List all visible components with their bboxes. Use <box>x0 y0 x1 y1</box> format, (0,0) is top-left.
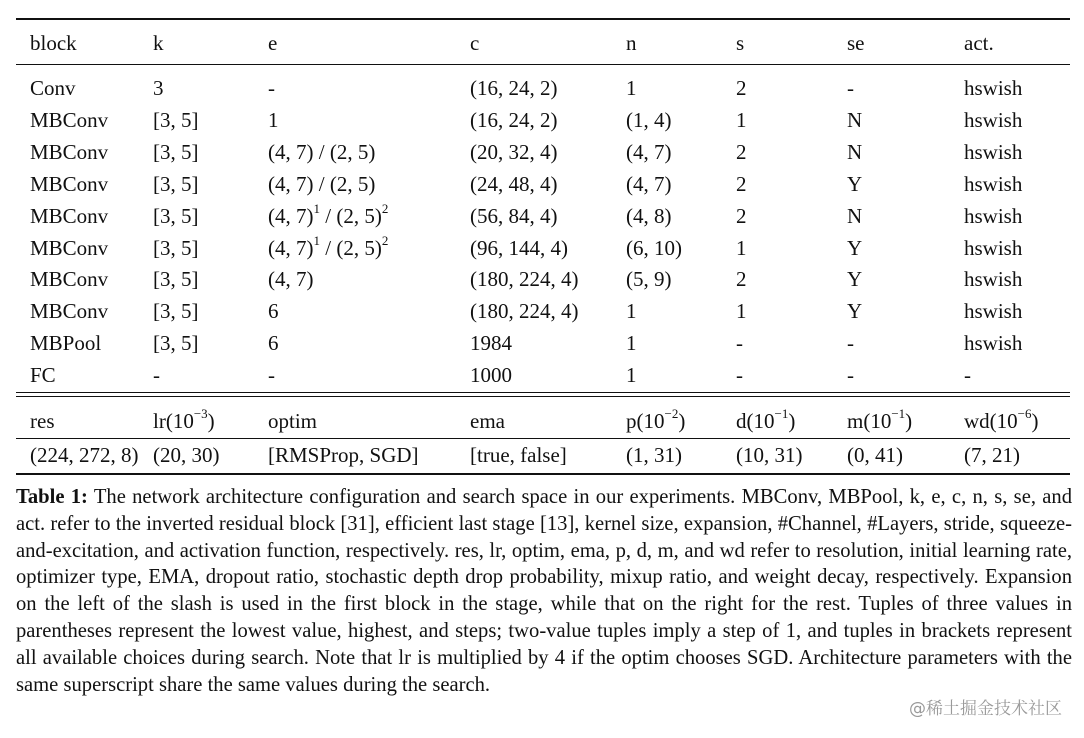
cell-block: MBConv <box>30 235 109 260</box>
double-rule-lower <box>16 396 1070 397</box>
cell-act: hswish <box>964 76 1023 100</box>
cell-n: 1 <box>626 76 637 100</box>
header-wd: $wd(10^{-6})$ <box>964 406 1039 433</box>
cell-se: N <box>847 107 863 132</box>
cell-s: 1 <box>736 107 747 132</box>
cell-block: MBConv <box>30 267 109 292</box>
cell-e: 1 <box>268 107 279 132</box>
cell-k: 3 <box>153 76 164 100</box>
cell-act: hswish <box>964 203 1023 228</box>
header-c: c <box>470 31 480 55</box>
header-se: se <box>847 31 865 55</box>
cell-e-part: / (2, 5) <box>320 203 382 228</box>
cell-s: 1 <box>736 235 747 260</box>
cell-act: hswish <box>964 299 1023 324</box>
cell-act: hswish <box>964 331 1023 356</box>
cell-k: [3, 5] <box>153 139 199 164</box>
cell-e-part: / (2, 5) <box>320 235 382 260</box>
cell-e-part: (4, 7) <box>268 235 314 260</box>
caption-text: The network architecture configuration and search space in our experiments. MBConv, MBPool, k, e, c, n, s, se, and act. refer to the inverted residual block [31], efficient last stage [13], kernel size, expansion, #Channel, #Layers, stride, squeeze-and-excitation, and activation function, respectively. res, lr, optim, ema, p, d, m, and wd refer to resolution, initial learning rate, optimizer type, EMA, dropout ratio, stochastic depth drop probability, mixup ratio, and weight decay, respectively. Expansion on the left of the slash is used in the first block in the stage, while that on the right for the rest. Tuples of three values in parentheses represent the lowest value, highest, and steps; two-value tuples imply a step of 1, and tuples in brackets represent all available choices during search. Note that lr is multiplied by 4 if the optim chooses SGD. Architecture parameters with the same superscript share the same values during the search. <box>16 486 1073 696</box>
arch-header-row <box>0 28 1084 58</box>
cell-c: 1984 <box>470 331 512 356</box>
cell-block: MBConv <box>30 171 109 196</box>
cell-s: - <box>736 363 743 388</box>
cell-e <box>268 201 388 231</box>
header-res: res <box>30 409 55 433</box>
cell-s: - <box>736 331 743 356</box>
cell-k: [3, 5] <box>153 331 199 356</box>
superscript: 2 <box>381 200 389 216</box>
table-row <box>0 137 1084 167</box>
header-n: n <box>626 31 637 55</box>
cell-k: [3, 5] <box>153 235 199 260</box>
cell-k: [3, 5] <box>153 299 199 324</box>
cell-n: 1 <box>626 331 637 356</box>
cell-n: (4, 7) <box>626 139 672 164</box>
cell-k: [3, 5] <box>153 203 199 228</box>
header-e: e <box>268 31 278 55</box>
cell-act: hswish <box>964 235 1023 260</box>
cell-e: - <box>268 363 275 388</box>
cell-s: 2 <box>736 139 747 164</box>
cell-block: Conv <box>30 76 76 100</box>
cell-n: (5, 9) <box>626 267 672 292</box>
cell-se: Y <box>847 171 863 196</box>
header-k: k <box>153 31 164 55</box>
cell-n: 1 <box>626 363 637 388</box>
caption-label: Table 1: <box>16 486 88 508</box>
table-bottom-rule <box>16 473 1070 475</box>
value-lr: (20, 30) <box>153 443 220 467</box>
table-row <box>0 360 1084 390</box>
header-s: s <box>736 31 745 55</box>
cell-block: MBPool <box>30 331 102 356</box>
table-row <box>0 169 1084 199</box>
cell-act: hswish <box>964 267 1023 292</box>
cell-e: (4, 7) / (2, 5) <box>268 171 376 196</box>
cell-k: [3, 5] <box>153 267 199 292</box>
header-p: $p(10^{-2})$ <box>626 406 686 433</box>
table-row <box>0 201 1084 231</box>
cell-act: hswish <box>964 171 1023 196</box>
header-rule <box>16 64 1070 65</box>
cell-se: - <box>847 331 854 356</box>
cell-n: (4, 7) <box>626 171 672 196</box>
cell-c: (180, 224, 4) <box>470 299 579 324</box>
cell-e: 6 <box>268 299 279 324</box>
cell-act: - <box>964 363 971 388</box>
value-p: (1, 31) <box>626 443 682 467</box>
cell-se: Y <box>847 267 863 292</box>
cell-e: (4, 7) / (2, 5) <box>268 139 376 164</box>
table-row <box>0 73 1084 103</box>
cell-act: hswish <box>964 139 1023 164</box>
cell-s: 2 <box>736 203 747 228</box>
table-row <box>0 264 1084 294</box>
cell-c: (24, 48, 4) <box>470 171 558 196</box>
table-row <box>0 105 1084 135</box>
cell-e <box>268 233 388 263</box>
cell-s: 2 <box>736 267 747 292</box>
value-d: (10, 31) <box>736 443 803 467</box>
value-wd: (7, 21) <box>964 443 1020 467</box>
cell-e: 6 <box>268 331 279 356</box>
value-m: (0, 41) <box>847 443 903 467</box>
cell-s: 1 <box>736 299 747 324</box>
value-optim: [RMSProp, SGD] <box>268 443 419 467</box>
hparam-header-row <box>0 406 1084 436</box>
value-res: (224, 272, 8) <box>30 443 139 467</box>
cell-s: 2 <box>736 76 747 100</box>
cell-se: - <box>847 363 854 388</box>
table-row <box>0 233 1084 263</box>
cell-c: 1000 <box>470 363 512 388</box>
cell-k: [3, 5] <box>153 171 199 196</box>
cell-e-part: (4, 7) <box>268 203 314 228</box>
table-row <box>0 328 1084 358</box>
cell-k: [3, 5] <box>153 107 199 132</box>
table-caption <box>16 484 1072 698</box>
cell-c: (16, 24, 2) <box>470 76 558 100</box>
cell-k: - <box>153 363 160 388</box>
watermark: @稀土掘金技术社区 <box>909 699 1062 719</box>
header-act: act. <box>964 31 994 55</box>
cell-c: (20, 32, 4) <box>470 139 558 164</box>
cell-block: MBConv <box>30 299 109 324</box>
cell-act: hswish <box>964 107 1023 132</box>
cell-c: (96, 144, 4) <box>470 235 568 260</box>
cell-block: MBConv <box>30 107 109 132</box>
cell-s: 2 <box>736 171 747 196</box>
cell-block: FC <box>30 363 56 388</box>
cell-c: (16, 24, 2) <box>470 107 558 132</box>
cell-c: (56, 84, 4) <box>470 203 558 228</box>
cell-n: (4, 8) <box>626 203 672 228</box>
cell-se: - <box>847 76 854 100</box>
header-block: block <box>30 31 77 55</box>
hparam-values-row <box>0 440 1084 470</box>
cell-n: 1 <box>626 299 637 324</box>
header-lr: $lr(10^{-3})$ <box>153 406 215 433</box>
cell-se: Y <box>847 235 863 260</box>
superscript: 2 <box>381 232 389 248</box>
superscript: 1 <box>313 200 320 216</box>
hparam-header-rule <box>16 438 1070 439</box>
cell-se: Y <box>847 299 863 324</box>
header-ema: ema <box>470 409 505 433</box>
cell-block: MBConv <box>30 139 109 164</box>
cell-n: (6, 10) <box>626 235 682 260</box>
cell-se: N <box>847 203 863 228</box>
cell-e: - <box>268 76 275 100</box>
superscript: 1 <box>313 232 320 248</box>
cell-block: MBConv <box>30 203 109 228</box>
cell-se: N <box>847 139 863 164</box>
header-optim: optim <box>268 409 318 433</box>
double-rule-upper <box>16 392 1070 393</box>
value-ema: [true, false] <box>470 443 567 467</box>
cell-e: (4, 7) <box>268 267 314 292</box>
table-top-rule <box>16 18 1070 20</box>
header-m: $m(10^{-1})$ <box>847 406 913 433</box>
cell-n: (1, 4) <box>626 107 672 132</box>
cell-c: (180, 224, 4) <box>470 267 579 292</box>
header-d: $d(10^{-1})$ <box>736 406 796 433</box>
table-row <box>0 296 1084 326</box>
